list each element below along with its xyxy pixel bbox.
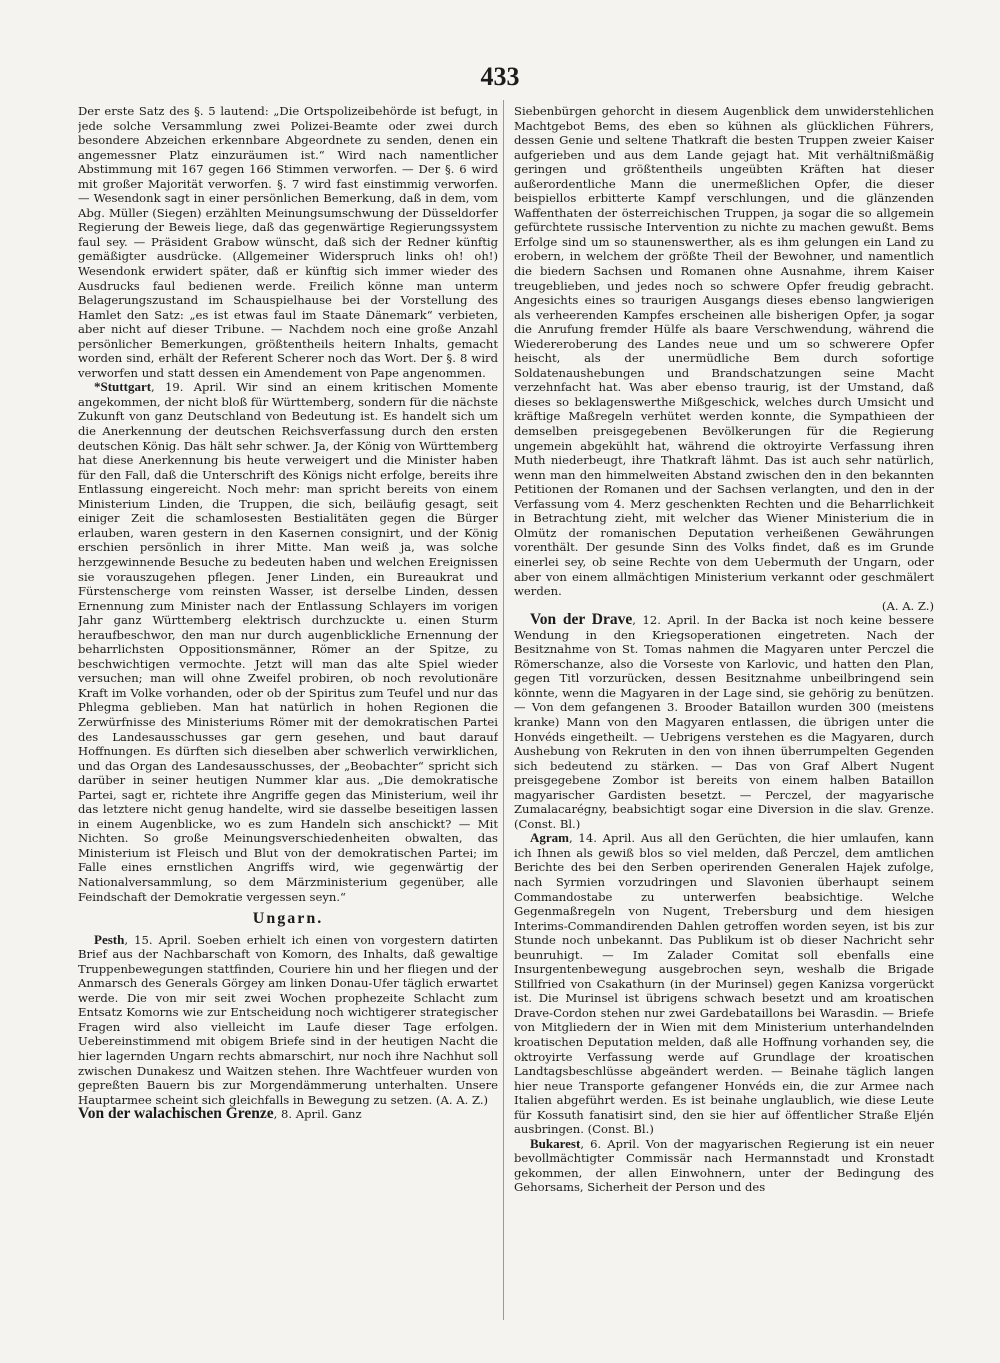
article-pesth (78, 933, 498, 1108)
article-drave-text: , 12. April. In der Backa ist noch keine bessere Wendung in den Kriegsoperationen eingetreten. Nach der Besitznahme von St. Tomas nahmen die Magyaren unter Perczel die Römerschanze, also die Vorseste von Karlovic, und hatten den Plan, gegen Titl vorzurücken, dessen Besitznahme unbeilbringend sein könnte, wenn die Magyaren in der Lage sind, sie gehörig zu benützen. — Von dem gefangenen 3. Brooder Bataillon wurden 300 (meistens kranke) Mann von den Magyaren entlassen, die übrigen unter die Honvéds eingetheilt. — Uebrigens verstehen es die Magyaren, durch Aushebung von Rekruten in den von ihnen überrumpelten Gegenden sich bedeutend zu stärken. — Das von Graf Albert Nugent preisgegebene Zombor ist bereits von einem halben Bataillon magyarischer Gardisten besetzt. — Perczel, der magyarische Zumalacarégny, beabsichtigt sogar eine Diversion in die slav. Grenze. (514, 613, 934, 817)
page-number: 433 (480, 62, 520, 91)
article-agram (514, 831, 934, 1136)
left-column (78, 104, 498, 1336)
source-pesth: (A. A. Z.) (435, 1092, 489, 1107)
article-stuttgart (78, 380, 498, 904)
article-drave (514, 613, 934, 831)
article-walachian-border (78, 1107, 498, 1122)
source-agram: (Const. Bl.) (587, 1122, 654, 1137)
article-parliament-continuation: Der erste Satz des §. 5 lautend: „Die Ortspolizeibehörde ist befugt, in jede solche Versammlung zwei Polizei-Beamte oder zwei durch besondere Abzeichen erkennbare Abgeordnete zu senden, denen ein angemessner Platz einzuräumen ist.“ Wird nach namentlicher Abstimmung mit 167 gegen 166 Stimmen verworfen. — Der §. 6 wird mit großer Majorität verworfen. §. 7 wird fast einstimmig verworfen. — Wesendonk sagt in einer persönlichen Bemerkung, daß in dem, vom Abg. Müller (Siegen) erzählten Meinungsumschwung der Düsseldorfer Regierung der Beweis liege, daß das gegenwärtige Regierungssystem faul sey. — Präsident Grabow wünscht, daß sich der Redner künftig gemäßigter ausdrücke. (Allgemeiner Widerspruch links oh! oh!) Wesendonk erwidert später, daß er künftig sich immer wieder des Ausdrucks faul bedienen werde. Freilich könne man unterm Belagerungszustand im Schauspielhause bei der Vorstellung des Hamlet den Satz: „es ist etwas faul im Staate Dänemark“ verbieten, aber nicht auf dieser Tribune. — Nachdem noch eine große Anzahl persönlicher Bemerkungen, größtentheils heitern Inhalts, gemacht worden sind, erhält der Referent Scherer noch das Wort. Der §. 8 wird verworfen und statt dessen ein Amendement von Pape angenommen. (78, 104, 498, 380)
section-heading-ungarn: Ungarn. (252, 910, 324, 928)
article-stuttgart-text: , 19. April. Wir sind an einem kritischen Momente angekommen, der nicht bloß für Württemberg, sondern für die nächste Zukunft von ganz Deutschland von Bedeutung ist. Es handelt sich um die Anerkennung der deutschen Reichsverfassung durch den ersten deutschen König. Das hält sehr schwer. Ja, der König von Württemberg hat diese Anerkennung bis heute verweigert und die Minister haben für den Fall, daß die Unterschrift des Königs nicht erfolge, bereits ihre Entlassung eingereicht. Noch mehr: man spricht bereits von einem Ministerium Linden, die Truppen, die sich, beiläufig gesagt, seit einiger Zeit die schamlosesten Bestialitäten gegen die Bürger erlauben, waren gestern in den Kasernen consignirt, und der König erschien persönlich in ihrer Mitte. Man weiß ja, was solche herzgewinnende Besuche zu bedeuten haben und welchen Ereignissen sie vorauszugehen pflegen. Jener Linden, ein Bureaukrat und Fürstenscherge vom reinsten Wasser, ist derselbe Linden, dessen Ernennung zum Minister nach der Entlassung Schlayers im vorigen Jahr ganz Württemberg elektrisch durchzuckte u. einen Sturm heraufbeschwor, den man nur durch augenblickliche Ernennung der beharrlichsten Oppositionsmänner, Römer an der Spitze, zu beschwichtigen vermochte. Jetzt will man das alte Spiel wieder versuchen; man will ohne Zweifel probiren, ob noch revolutionäre Kraft im Volke vorhanden, oder ob der Spiritus zum Teufel und nur das Phlegma geblieben. Man hat natürlich in hohen Regionen die Zerwürfnisse des Ministeriums Römer mit der demokratischen Partei des Landesausschusses gar gern gesehen, und baut darauf Hoffnungen. Es dürften sich dieselben aber schwerlich verwirklichen, und das Organ des Landesausschusses, der „Beobachter“ spricht sich darüber in seiner heutigen Nummer klar aus. „Die demokratische Partei, sagt er, richtete ihre Angriffe gegen das Ministerium, weil ihr das letztere nicht genug handelte, wird sie dasselbe beseitigen lassen in einem Augenblicke, wo es zum Handeln sich anschickt? — Mit Nichten. So große Meinungsverschiedenheiten obwalten, das Ministerium ist Fleisch und Blut von der demokratischen Partei; im Falle eines ernstlichen Angriffs wird, wie gegenwärtig der Nationalversammlung, so dem Märzministerium gegenüber, alle Feindschaft der Demokratie vergessen seyn.“ (78, 380, 498, 904)
dateline-pesth: Pesth (94, 931, 125, 947)
source-transylvania: (A. A. Z.) (881, 598, 934, 613)
article-bukarest (514, 1137, 934, 1195)
dateline-stuttgart: *Stuttgart (94, 379, 152, 395)
article-transylvania: Siebenbürgen gehorcht in diesem Augenblick dem unwiderstehlichen Machtgebot Bems, des eben so kühnen als glücklichen Führers, dessen Genie und seltene Thatkraft die besten Truppen zweier Kaiser aufgerieben und aus dem Lande gejagt hat. Mit verhältnißmäßig geringen und größtentheils ungeübten Kräften hat dieser außerordentliche Mann die unermeßlichen Opfer, die dieser beispiellos erbitterte Kampf verschlungen, und die glänzenden Waffenthaten der österreichischen Truppen, ja sogar die so allgemein gefürchtete russische Intervention zu nichte zu machen gewußt. Bems Erfolge sind um so staunenswerther, als es ihm gelungen ein Land zu erobern, in welchem der größte Theil der Bewohner, und namentlich die biedern Sachsen und Romanen ohne Ausnahme, ihrem Kaiser treugeblieben, und jedes noch so schwere Opfer freudig gebracht. Angesichts eines so traurigen Ausgangs dieses ebenso langwierigen als verheerenden Kampfes erscheinen alle bisherigen Opfer, ja sogar die Anrufung fremder Hülfe als baare Verschwendung, während die Wiedereroberung des Landes neue und um so schwerere Opfer heischt, als der unermüdliche Bem durch sofortige Soldatenaushebungen und Brandschatzungen seine Macht verzehnfacht hat. Was aber ebenso traurig, ist der Umstand, daß dieses so beklagenswerthe Mißgeschick, welches durch Umsicht und kräftige Maßregeln verhütet werden konnte, die Sympathieen der demselben preisgegebenen Bevölkerungen für die Regierung ungemein abgekühlt hat, während die oktroyirte Verfassung ihren Muth niederbeugt, ihre Thatkraft lähmt. Das ist auch sehr natürlich, wenn man den himmelweiten Abstand zwischen den in den bekannten Petitionen der Romanen und der Sachsen verlangten, und den in der Verfassung vom 4. Merz geschenkten Rechten und die Beharrlichkeit in Betrachtung zieht, mit welcher das Wiener Ministerium die in Olmütz der romanischen Deputation verheißenen Gewährungen vorenthält. Der gesunde Sinn des Volks findet, daß es im Grunde einerlei sey, ob seine Rechte von dem Uebermuth der Ungarn, oder aber von einem allmächtigen Ministerium verkannt oder geschmälert werden. (514, 104, 934, 599)
dateline-walachian-border: Von der walachischen Grenze (78, 1105, 274, 1123)
column-divider (503, 100, 504, 1320)
right-column (514, 104, 934, 1312)
article-bukarest-text: , 6. April. Von der magyarischen Regierung ist ein neuer bevollmächtigter Commissär nach Hermannstadt und Kronstadt gekommen, der allen Einwohnern, unter der Bedingung des Gehorsams, Sicherheit der Person und des (514, 1136, 934, 1195)
article-walachian-border-text: , 8. April. Ganz (273, 1107, 362, 1122)
dateline-agram: Agram (530, 830, 569, 846)
dateline-drave: Von der Drave (530, 611, 633, 629)
dateline-bukarest: Bukarest (530, 1135, 581, 1151)
source-drave: (Const. Bl.) (514, 816, 581, 831)
article-agram-text: , 14. April. Aus all den Gerüchten, die hier umlaufen, kann ich Ihnen als gewiß blos so viel melden, daß Perczel, dem amtlichen Berichte des bei den Serben operirenden Generalen Hajek zufolge, nach Syrmien vorzudringen und Slavonien überhaupt seinem Commandostabe zu unterwerfen beabsichtige. Welche Gegenmaßregeln von Nugent, Trebersburg und dem hiesigen Interims-Commandirenden Dahlen getroffen worden seyen, ist bis zur Stunde noch unbekannt. Das Publikum ist ob dieser Nachricht sehr beunruhigt. — Im Zalader Comitat soll ebenfalls eine Insurgentenbewegung ausgebrochen seyn, weshalb die Brigade Stillfried von Csakathurn (in der Murinsel) gegen Kanizsa vorgerückt ist. Die Murinsel ist übrigens schwach besetzt und am kroatischen Drave-Cordon stehen nur zwei Gardebataillons bei Warasdin. — Briefe von Mitgliedern der in Wien mit dem Ministerium unterhandelnden kroatischen Deputation melden, daß alle Hoffnung vorhanden sey, die oktroyirte Verfassung werde auf Grundlage der kroatischen Landtagsbeschlüsse abgeändert werden. — Beinahe täglich langen hier neue Transporte gefangener Honvéds ein, die zur Armee nach Italien abgeführt werden. Es ist beinahe unglaublich, wie diese Leute für Kossuth fanatisirt sind, den sie hier auf öffentlicher Straße Eljén ausbringen. (514, 831, 934, 1137)
article-pesth-text: , 15. April. Soeben erhielt ich einen von vorgestern datirten Brief aus der Nachbarschaft von Komorn, des Inhalts, daß gewaltige Truppenbewegungen stattfinden, Couriere hin und her fliegen und der Anmarsch des Generals Görgey am linken Donau-Ufer täglich erwartet werde. Die von mir seit zwei Wochen prophezeite Schlacht zum Entsatz Komorns wie zur Entscheidung noch wichtigerer strategischer Fragen wird also vielleicht im Laufe dieser Tage erfolgen. Uebereinstimmend mit obigem Briefe sind in der heutigen Nacht die hier lagernden Ungarn rechts abmarschirt, nur noch ihre Nachhut soll zwischen Dunakesz und Waitzen stehen. Ihre Wachtfeuer wurden von gepreßten Bauern bis zur Morgendämmerung unterhalten. Unsere Hauptarmee scheint sich gleichfalls in Bewegung zu setzen. (78, 932, 498, 1107)
